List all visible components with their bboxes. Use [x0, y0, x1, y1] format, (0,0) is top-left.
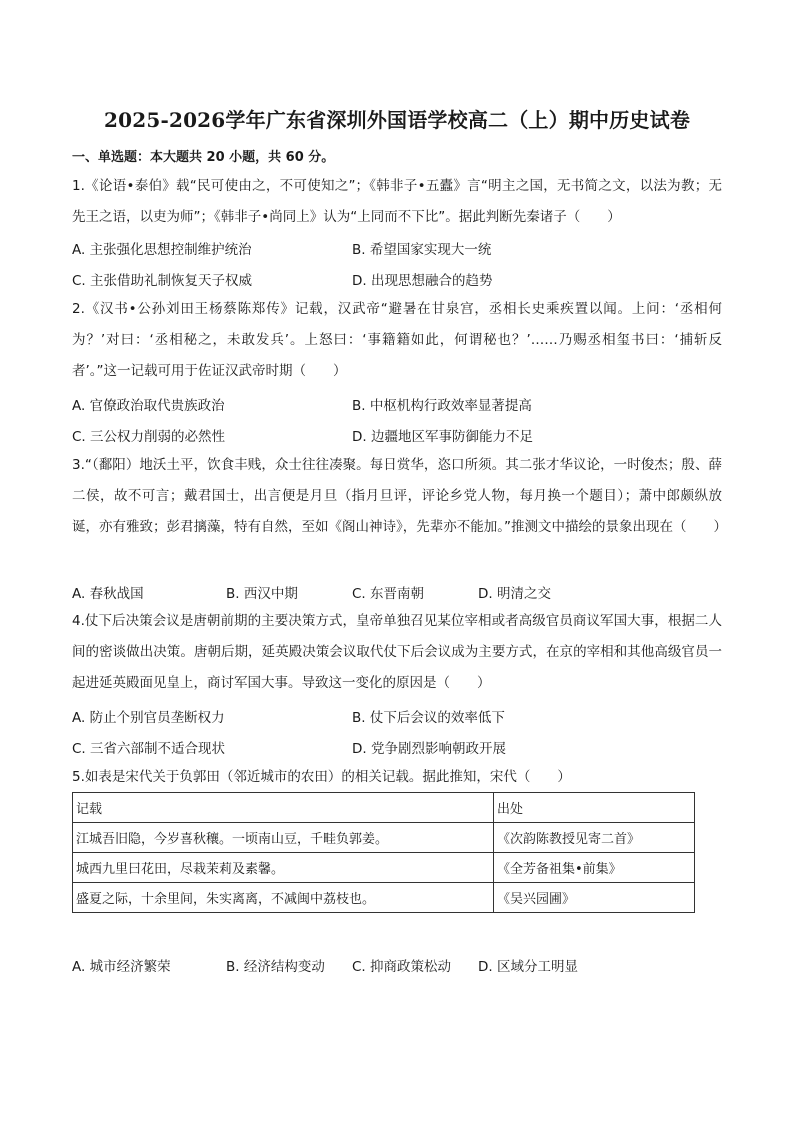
- question-2-option-c: C. 三公权力削弱的必然性: [72, 429, 226, 445]
- question-1-stem: 1.《论语•泰伯》载“民可使由之，不可使知之”；《韩非子•五蠹》言“明主之国，无书简之文，以法为教；无先王之语，以吏为师”；《韩非子•尚同上》认为“上同而不下比”。据此判断先秦诸子（ ）: [72, 178, 722, 225]
- table-row: [73, 853, 695, 883]
- question-1-option-b: B. 希望国家实现大一统: [352, 242, 492, 258]
- question-5-stem: 5.如表是宋代关于负郭田（邻近城市的农田）的相关记载。据此推知，宋代（ ）: [72, 769, 571, 785]
- question-3-option-b: B. 西汉中期: [226, 586, 298, 602]
- table-header-row: [73, 793, 695, 823]
- table-cell-source: 《次韵陈教授见寄二首》: [494, 823, 695, 853]
- question-3-option-d: D. 明清之交: [478, 586, 551, 602]
- question-5-option-b: B. 经济结构变动: [226, 959, 325, 975]
- question-3-stem: 3.“（鄱阳）地沃土平，饮食丰贱，众士往往凑聚。每日赏华，恣口所须。其二张才华议论，一时俊杰；殷、薛二侯，故不可言；戴君国士，出言便是月旦（指月旦评，评论乡党人物，每月换一个题目）；萧中郎颇纵放诞，亦有雅致；彭君摛藻，特有自然，至如《阁山神诗》，先辈亦不能加。”推测文中描绘的景象出现在（ ）: [72, 457, 727, 535]
- section-heading: 一、单选题：本大题共 20 小题，共 60 分。: [72, 150, 335, 165]
- records-table: [72, 792, 695, 913]
- question-3-option-c: C. 东晋南朝: [352, 586, 425, 602]
- question-1-option-d: D. 出现思想融合的趋势: [352, 273, 493, 289]
- table-cell-source: 《吴兴园圃》: [494, 883, 695, 913]
- table-cell-record: 江城吾旧隐，今岁喜秋穰。一顷南山豆，千畦负郭姜。: [73, 823, 494, 853]
- question-3-option-a: A. 春秋战国: [72, 586, 144, 602]
- question-1-option-a: A. 主张强化思想控制维护统治: [72, 242, 252, 258]
- table-cell-source: 《全芳备祖集•前集》: [494, 853, 695, 883]
- exam-title: 2025-2026学年广东省深圳外国语学校高二（上）期中历史试卷: [103, 108, 691, 132]
- question-2-stem: 2.《汉书•公孙刘田王杨蔡陈郑传》记载，汉武帝“避暑在甘泉宫，丞相长史乘疾置以闻。上问：‘丞相何为？’对曰：‘丞相秘之，未敢发兵’。上怒曰：‘事籍籍如此，何谓秘也？’……乃赐丞相玺书曰：‘捕斩反者’。”这一记载可用于佐证汉武帝时期（ ）: [72, 301, 722, 379]
- question-5-option-a: A. 城市经济繁荣: [72, 959, 171, 975]
- question-4-stem: 4.仗下后决策会议是唐朝前期的主要决策方式，皇帝单独召见某位宰相或者高级官员商议军国大事，根据二人间的密谈做出决策。唐朝后期，延英殿决策会议取代仗下后会议成为主要方式，在京的宰相和其他高级官员一起进延英殿面见皇上，商讨军国大事。导致这一变化的原因是（ ）: [72, 613, 722, 691]
- question-5-option-c: C. 抑商政策松动: [352, 959, 452, 975]
- table-row: [73, 823, 695, 853]
- question-1-option-c: C. 主张借助礼制恢复天子权威: [72, 273, 253, 289]
- table-row: [73, 883, 695, 913]
- question-4-option-d: D. 党争剧烈影响朝政开展: [352, 741, 506, 757]
- question-4-option-b: B. 仗下后会议的效率低下: [352, 710, 505, 726]
- question-2-option-d: D. 边疆地区军事防御能力不足: [352, 429, 533, 445]
- table-header-record: 记载: [73, 793, 494, 823]
- question-4-option-c: C. 三省六部制不适合现状: [72, 741, 226, 757]
- question-5-option-d: D. 区域分工明显: [478, 959, 578, 975]
- question-2-option-b: B. 中枢机构行政效率显著提高: [352, 398, 532, 414]
- table-cell-record: 城西九里曰花田，尽栽茉莉及素馨。: [73, 853, 494, 883]
- table-cell-record: 盛夏之际，十余里间，朱实离离，不减闽中荔枝也。: [73, 883, 494, 913]
- question-4-option-a: A. 防止个别官员垄断权力: [72, 710, 225, 726]
- table-header-source: 出处: [494, 793, 695, 823]
- question-2-option-a: A. 官僚政治取代贵族政治: [72, 398, 225, 414]
